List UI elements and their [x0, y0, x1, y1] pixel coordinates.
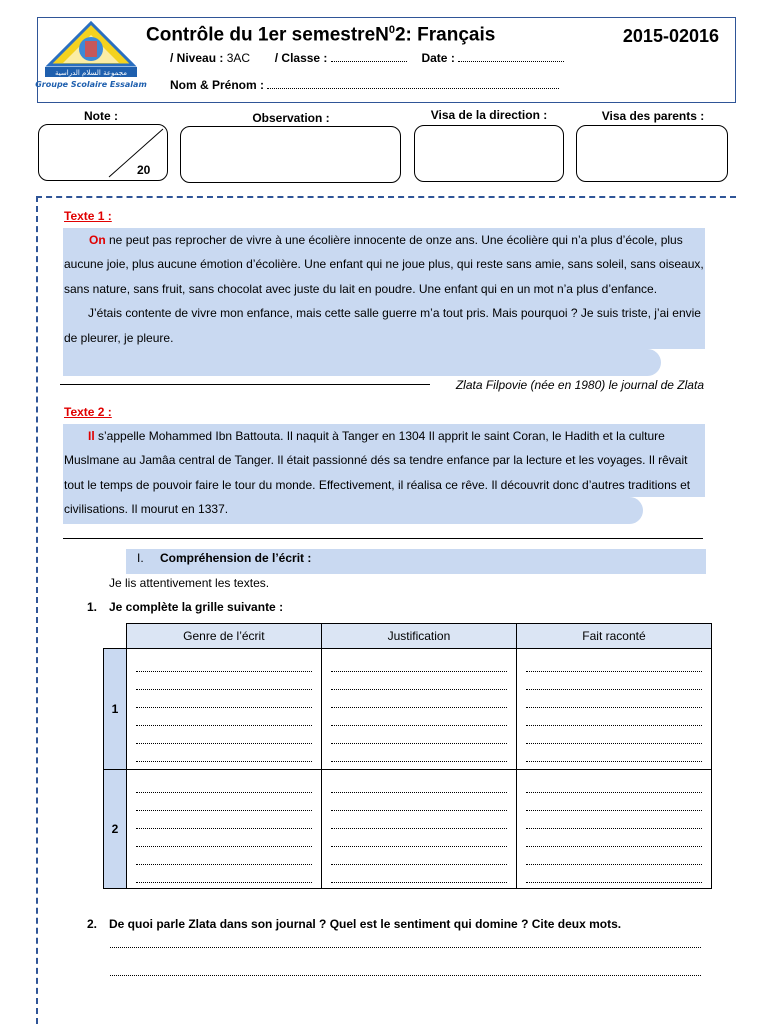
svg-text:مجموعة السلام الدراسية: مجموعة السلام الدراسية	[55, 69, 127, 77]
answer-cell[interactable]	[516, 649, 711, 770]
observation-box[interactable]	[180, 126, 401, 183]
answer-cell[interactable]	[321, 770, 516, 889]
note-total: 20	[137, 163, 151, 177]
section-numeral: I.	[137, 551, 144, 565]
q1-text: Je complète la grille suivante :	[109, 600, 284, 614]
q2-answer-line[interactable]	[110, 947, 701, 948]
answer-cell[interactable]	[516, 770, 711, 889]
frame-left-border	[36, 196, 38, 1024]
answer-cell[interactable]	[321, 649, 516, 770]
q2-number: 2.	[87, 917, 98, 931]
observation-label: Observation :	[252, 111, 330, 125]
visa-direction-label: Visa de la direction :	[430, 108, 548, 122]
row-number: 1	[104, 649, 127, 770]
col-fait: Fait raconté	[516, 624, 711, 649]
col-justification: Justification	[321, 624, 516, 649]
note-label: Note :	[84, 109, 118, 123]
name-line: Nom & Prénom :	[170, 78, 559, 92]
section-intro: Je lis attentivement les textes.	[109, 576, 270, 590]
answer-cell[interactable]	[126, 770, 321, 889]
texte2-label: Texte 2 :	[64, 405, 112, 419]
page-title: Contrôle du 1er semestreN$^0$2: Français	[146, 24, 496, 46]
q2-text: De quoi parle Zlata dans son journal ? Quel est le sentiment qui domine ? Cite deux mots.	[109, 917, 622, 931]
texte2-body: Il s’appelle Mohammed Ibn Battouta. Il naquit à Tanger en 1304 Il apprit le saint Coran, le Hadith et la culture Muslmane au Jamâa central de Tanger. Il était passionné dés sa tendre enfance par la lecture et les voyages. Il rêvait tout le temps de pouvoir faire le tour du monde. Effectivement, il réalisa ce rêve. Il découvrit donc d’autres traditions et civilisations. Il mourut en 1337.	[64, 429, 691, 517]
svg-text:Groupe Scolaire Essalam: Groupe Scolaire Essalam	[35, 80, 147, 89]
answer-cell[interactable]	[126, 649, 321, 770]
frame-top-border	[36, 196, 736, 198]
texte1-highlight-tail	[63, 349, 661, 376]
visa-parents-box[interactable]	[576, 125, 728, 182]
name-field[interactable]	[267, 79, 559, 89]
school-logo	[35, 21, 147, 91]
texte1-source: Zlata Filpovie (née en 1980) le journal de Zlata	[455, 378, 704, 392]
header-box	[37, 17, 736, 103]
q1-number: 1.	[87, 600, 98, 614]
school-year: 2015-02016	[622, 26, 719, 46]
texte1-body: On ne peut pas reprocher de vivre à une écolière innocente de onze ans. Une écolière qui n’a plus d’école, plus aucune joie, plus aucune émotion d’écolière. Une enfant qui ne joue plus, qui reste sans amie, sans soleil, sans oiseaux, sans nature, sans fruit, sans chocolat avec juste du lait en poudre. Une enfant qui en un mot n’a plus d’enfance. J’étais contente de vivre mon enfance, mais cette salle guerre m’a tout pris. Mais pourquoi ? Je suis triste, j’ai envie de pleurer, je pleure.	[64, 233, 704, 345]
texte2-rule	[63, 538, 703, 539]
row-number: 2	[104, 770, 127, 889]
note-box[interactable]	[38, 124, 168, 181]
visa-parents-label: Visa des parents :	[601, 109, 705, 123]
answer-grid	[103, 623, 712, 889]
source-rule	[60, 384, 430, 385]
classe-field[interactable]	[331, 52, 407, 62]
col-genre: Genre de l’écrit	[126, 624, 321, 649]
date-field[interactable]	[458, 52, 564, 62]
visa-direction-box[interactable]	[414, 125, 564, 182]
texte1-label: Texte 1 :	[64, 209, 112, 223]
section-title: Compréhension de l’écrit :	[160, 551, 312, 565]
niveau-classe-date-line: / Niveau : 3AC / Classe : Date :	[170, 51, 564, 65]
q2-answer-line[interactable]	[110, 975, 701, 976]
